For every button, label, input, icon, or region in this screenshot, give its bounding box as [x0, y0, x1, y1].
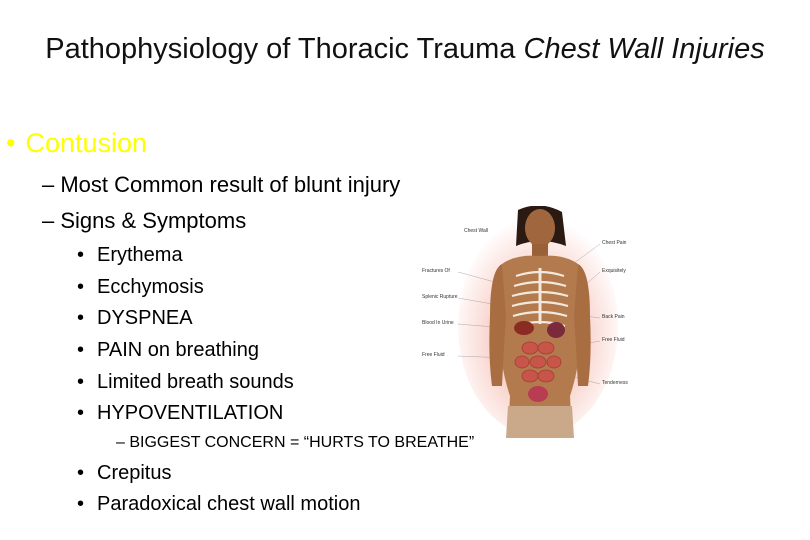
label-blood-urine: Blood In Urine	[422, 320, 454, 326]
anatomy-illustration	[420, 206, 630, 438]
symptom-text: Erythema	[97, 244, 183, 266]
heading-text: Contusion	[25, 128, 148, 158]
symptom-text: HYPOVENTILATION	[97, 402, 284, 424]
torso-figure	[458, 206, 618, 438]
symptom-item	[77, 244, 183, 267]
additional-item	[77, 462, 171, 485]
label-free-fluid-right: Free Fluid	[602, 337, 625, 343]
dash-icon: –	[116, 434, 130, 451]
point-text: Most Common result of blunt injury	[60, 172, 401, 197]
point-text: Signs & Symptoms	[60, 208, 247, 233]
concern-text: BIGGEST CONCERN = “HURTS TO BREATHE”	[129, 434, 475, 451]
label-chest-pain: Chest Pain	[602, 240, 627, 246]
slide-title	[40, 28, 770, 71]
symptom-text: Limited breath sounds	[97, 371, 294, 393]
label-fractures: Fractures Of	[422, 268, 450, 274]
bullet-icon: •	[6, 128, 16, 158]
bullet-icon: •	[77, 462, 85, 484]
bullet-icon: •	[77, 276, 85, 298]
bullet-icon: •	[77, 307, 85, 329]
symptom-text: Ecchymosis	[97, 276, 204, 298]
symptom-item	[77, 276, 204, 299]
label-splenic: Splenic Rupture	[422, 294, 458, 300]
label-free-fluid: Free Fluid	[422, 352, 445, 358]
symptom-item	[77, 307, 193, 330]
label-chest-wall: Chest Wall	[464, 228, 488, 234]
label-tender: Exquisitely	[602, 268, 626, 274]
dash-icon: –	[42, 172, 61, 197]
point-signs-symptoms	[42, 208, 246, 234]
symptom-item	[77, 402, 283, 425]
additional-text: Paradoxical chest wall motion	[97, 493, 361, 515]
point-most-common	[42, 172, 400, 198]
additional-text: Crepitus	[97, 462, 172, 484]
symptom-item	[77, 371, 294, 394]
label-tenderness: Tenderness	[602, 380, 628, 386]
dash-icon: –	[42, 208, 61, 233]
bullet-icon: •	[77, 371, 85, 393]
heading-contusion	[6, 128, 147, 159]
additional-item	[77, 493, 360, 516]
label-back-pain: Back Pain	[602, 314, 625, 320]
title-italic: Chest Wall Injuries	[523, 33, 765, 65]
bullet-icon: •	[77, 493, 85, 515]
symptom-text: DYSPNEA	[97, 307, 193, 329]
bullet-icon: •	[77, 244, 85, 266]
bullet-icon: •	[77, 402, 85, 424]
symptom-item	[77, 339, 259, 362]
symptom-text: PAIN on breathing	[97, 339, 259, 361]
title-main: Pathophysiology of Thoracic Trauma	[45, 33, 516, 65]
bullet-icon: •	[77, 339, 85, 361]
